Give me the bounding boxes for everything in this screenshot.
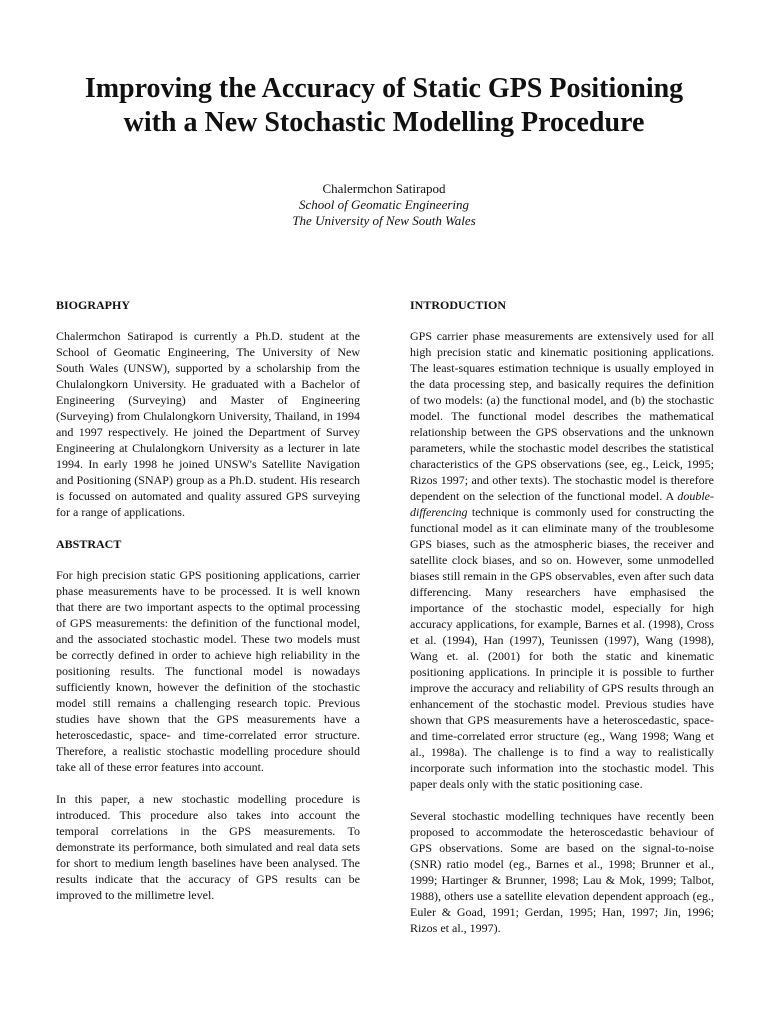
right-column bbox=[410, 297, 714, 952]
author-block bbox=[60, 181, 708, 229]
biography-paragraph: Chalermchon Satirapod is currently a Ph.D. student at the School of Geomatic Engineering, The University of New South Wales (UNSW), supported by a scholarship from the Chulalongkorn University. He graduated with a Bachelor of Engineering (Surveying) and Master of Engineering (Surveying) from Chulalongkorn University, Thailand, in 1994 and 1997 respectively. He joined the Department of Survey Engineering at Chulalongkorn University as a lecturer in late 1994. In early 1998 he joined UNSW's Satellite Navigation and Positioning (SNAP) group as a Ph.D. student. His research is focussed on automated and quality assured GPS surveying for a range of applications. bbox=[56, 329, 360, 519]
abstract-paragraph-2: In this paper, a new stochastic modelling procedure is introduced. This procedure also takes into account the temporal correlations in the GPS measurements. To demonstrate its performance, both simulated and real data sets for short to medium length baselines have been analysed. The results indicate that the accuracy of GPS results can be improved to the millimetre level. bbox=[56, 792, 360, 902]
left-column bbox=[56, 297, 360, 919]
double-differencing-term: double-differencing bbox=[410, 489, 714, 519]
biography-heading: BIOGRAPHY bbox=[56, 298, 131, 312]
introduction-heading: INTRODUCTION bbox=[410, 298, 507, 312]
paper-title: Improving the Accuracy of Static GPS Positioning with a New Stochastic Modelling Procedure bbox=[84, 73, 684, 138]
abstract-heading: ABSTRACT bbox=[56, 537, 122, 551]
introduction-paragraph-1 bbox=[410, 328, 714, 792]
introduction-paragraph-2: Several stochastic modelling techniques have recently been proposed to accommodate the heteroscedastic behaviour of GPS observations. Some are based on the signal-to-noise (SNR) ratio model (eg., Barnes et al., 1998; Brunner et al., 1999; Hartinger & Brunner, 1998; Lau & Mok, 1999; Talbot, 1988), others use a satellite elevation dependent approach (eg., Euler & Goad, 1991; Gerdan, 1995; Han, 1997; Jin, 1996; Rizos et al., 1997). bbox=[410, 809, 714, 935]
introduction-paragraph-1-end: technique is commonly used for constructing the functional model as it can eliminate many of the troublesome GPS biases, such as the atmospheric biases, the receiver and satellite clock biases, and so on. However, some unmodelled biases still remain in the GPS observables, even after such data differencing. Many researchers have emphasised the importance of the stochastic model, especially for high accuracy applications, for example, Barnes et al. (1998), Cross et al. (1994), Han (1997), Teunissen (1997), Wang (1998), Wang et. al. (2001) for both the static and kinematic positioning applications. In principle it is possible to further improve the accuracy and reliability of GPS results through an enhancement of the stochastic model. Previous studies have shown that GPS measurements have a heteroscedastic, space- and time-correlated error structure (eg., Wang 1998; Wang et al., 1998a). The challenge is to find a way to realistically incorporate such information into the stochastic model. This paper deals only with the static positioning case. bbox=[410, 505, 714, 791]
author-name: Chalermchon Satirapod bbox=[322, 181, 446, 196]
introduction-paragraph-1-start: GPS carrier phase measurements are extensively used for all high precision static and kinematic positioning applications. The least-squares estimation technique is usually employed in the data processing step, and basically requires the definition of two models: (a) the functional model, and (b) the stochastic model. The functional model describes the mathematical relationship between the GPS observations and the unknown parameters, while the stochastic model describes the statistical characteristics of the GPS observations (see, eg., Leick, 1995; Rizos 1997; and other texts). The stochastic model is therefore dependent on the selection of the functional model. A bbox=[410, 329, 714, 503]
abstract-paragraph-1: For high precision static GPS positioning applications, carrier phase measurements have to be processed. It is well known that there are two important aspects to the optimal processing of GPS measurements: the definition of the functional model, and the associated stochastic model. These two models must be correctly defined in order to achieve high reliability in the positioning results. The functional model is nowadays sufficiently known, however the definition of the stochastic model still remains a challenging research topic. Previous studies have shown that the GPS measurements have a heteroscedastic, space- and time-correlated error structure. Therefore, a realistic stochastic modelling procedure should take all of these error features into account. bbox=[56, 568, 360, 774]
author-affiliation-school: School of Geomatic Engineering bbox=[298, 197, 470, 212]
author-affiliation-university: The University of New South Wales bbox=[292, 213, 476, 228]
